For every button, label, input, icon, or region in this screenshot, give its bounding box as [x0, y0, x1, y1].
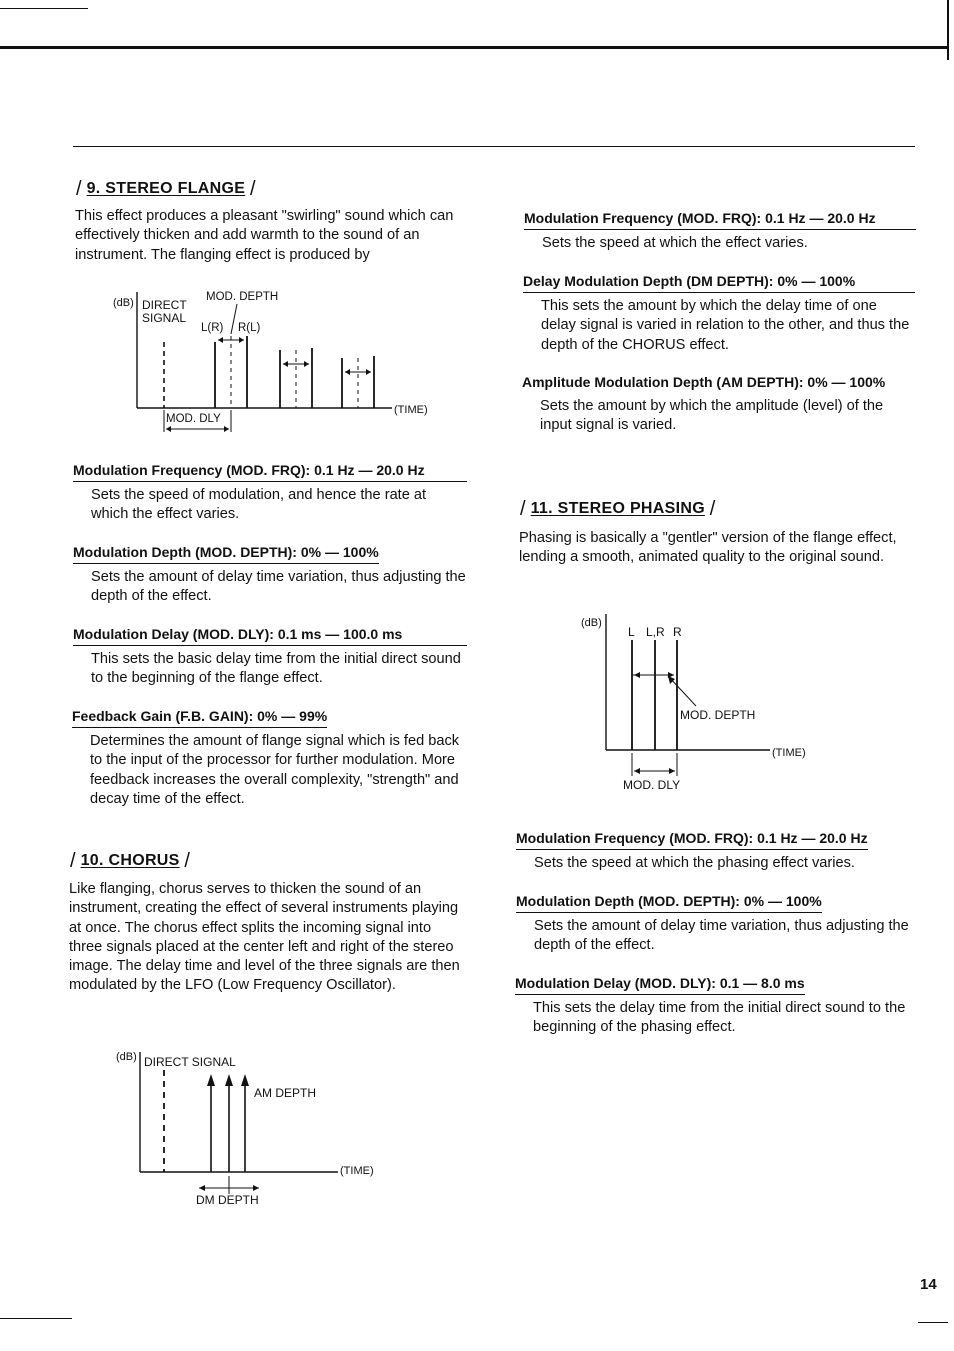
param-heading: Modulation Depth (MOD. DEPTH): 0% — 100%	[516, 891, 822, 913]
flange-mod-dly-label: MOD. DLY	[166, 413, 221, 425]
phasing-lr-label: L,R	[646, 625, 665, 639]
right-edge-rule	[947, 0, 949, 60]
chorus-param-am-depth	[522, 372, 914, 436]
param-desc: Sets the speed at which the effect varies.	[542, 235, 808, 251]
phasing-mod-depth-label: MOD. DEPTH	[680, 708, 756, 722]
flange-param-fb-gain	[72, 706, 466, 809]
flange-param-mod-depth	[73, 542, 467, 607]
param-heading: Modulation Delay (MOD. DLY): 0.1 ms — 100.0 ms	[73, 624, 467, 646]
flange-rl-label: R(L)	[238, 322, 261, 334]
param-desc: This sets the amount by which the delay time of one delay signal is varied in relation to the other, and thus the depth of the CHORUS effect.	[541, 298, 910, 353]
param-desc: Sets the amount by which the amplitude (level) of the input signal is varied.	[540, 398, 884, 434]
flange-direct-label: DIRECT	[142, 298, 187, 312]
flange-time-label: (TIME)	[394, 404, 428, 416]
chorus-dm-depth-label: DM DEPTH	[196, 1193, 259, 1207]
param-desc: Sets the speed of modulation, and hence the rate at which the effect varies.	[91, 487, 427, 523]
phasing-diagram	[576, 608, 836, 798]
chorus-param-mod-frq	[524, 208, 916, 253]
param-heading: Modulation Frequency (MOD. FRQ): 0.1 Hz — 20.0 Hz	[524, 208, 916, 230]
phasing-mod-dly-label: MOD. DLY	[623, 778, 681, 792]
param-desc: Sets the amount of delay time variation, thus adjusting the depth of the effect.	[91, 569, 466, 605]
param-desc: This sets the basic delay time from the initial direct sound to the beginning of the flange effect.	[91, 651, 461, 687]
chorus-db-label: (dB)	[116, 1051, 137, 1063]
param-heading: Modulation Frequency (MOD. FRQ): 0.1 Hz — 20.0 Hz	[516, 828, 868, 850]
param-desc: This sets the delay time from the initial direct sound to the beginning of the phasing effect.	[533, 1000, 906, 1036]
phasing-db-label: (dB)	[581, 617, 602, 629]
footer-right-rule	[918, 1322, 948, 1323]
flange-intro: This effect produces a pleasant "swirling" sound which can effectively thicken and add warmth to the sound of an instrument. The flanging effect is produced by	[75, 208, 454, 263]
chorus-time-label: (TIME)	[340, 1165, 374, 1177]
header-rule	[0, 46, 948, 49]
phasing-param-mod-depth	[516, 891, 910, 956]
chorus-direct-signal-label: DIRECT SIGNAL	[144, 1055, 236, 1069]
flange-title: / 9. STEREO FLANGE /	[76, 178, 256, 200]
flange-param-mod-dly	[73, 624, 467, 689]
flange-diagram	[100, 284, 450, 434]
phasing-param-mod-frq	[516, 828, 910, 873]
phasing-r-label: R	[673, 625, 682, 639]
chorus-param-dm-depth	[523, 271, 915, 355]
flange-signal-label: SIGNAL	[142, 311, 187, 325]
top-left-rule	[0, 8, 88, 9]
param-heading: Delay Modulation Depth (DM DEPTH): 0% — 100%	[523, 271, 915, 293]
flange-param-mod-frq	[73, 460, 467, 525]
phasing-l-label: L	[628, 625, 635, 639]
param-desc: Determines the amount of flange signal which is fed back to the input of the processor for further modulation. More feedback increases the overall complexity, "strength" and decay time of the effect.	[90, 733, 460, 807]
flange-lr-label: L(R)	[201, 322, 224, 334]
phasing-intro: Phasing is basically a "gentler" version of the flange effect, lending a smooth, animated quality to the original sound.	[519, 530, 897, 566]
param-heading: Amplitude Modulation Depth (AM DEPTH): 0% — 100%	[522, 374, 886, 390]
phasing-time-label: (TIME)	[772, 747, 806, 759]
flange-mod-depth-label: MOD. DEPTH	[206, 291, 279, 303]
param-heading: Feedback Gain (F.B. GAIN): 0% — 99%	[72, 706, 327, 728]
param-heading: Modulation Depth (MOD. DEPTH): 0% — 100%	[73, 542, 379, 564]
content-top-rule	[73, 146, 915, 147]
phasing-title: / 11. STEREO PHASING /	[520, 498, 716, 520]
param-desc: Sets the amount of delay time variation, thus adjusting the depth of the effect.	[534, 918, 909, 954]
chorus-diagram	[110, 1042, 400, 1214]
param-heading: Modulation Delay (MOD. DLY): 0.1 — 8.0 ms	[515, 973, 805, 995]
chorus-title: / 10. CHORUS /	[70, 850, 191, 872]
param-heading: Modulation Frequency (MOD. FRQ): 0.1 Hz — 20.0 Hz	[73, 460, 467, 482]
phasing-param-mod-dly	[515, 973, 909, 1038]
chorus-am-depth-label: AM DEPTH	[254, 1086, 317, 1100]
chorus-intro: Like flanging, chorus serves to thicken the sound of an instrument, creating the effect of several instruments playing at once. The chorus effect splits the incoming signal into three signals placed at the center left and right of the stereo image. The delay time and level of the three signals are then modulated by the LFO (Low Frequency Oscillator).	[69, 881, 460, 994]
page-number: 14	[920, 1276, 937, 1293]
param-desc: Sets the speed at which the phasing effect varies.	[534, 855, 855, 871]
flange-db-label: (dB)	[113, 297, 134, 309]
footer-rule	[0, 1318, 72, 1319]
